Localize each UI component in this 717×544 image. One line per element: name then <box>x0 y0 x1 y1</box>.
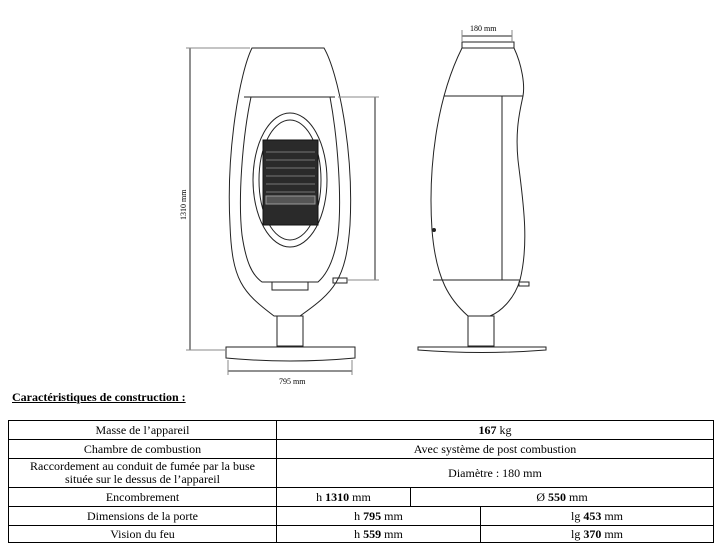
side-base <box>418 347 546 353</box>
spec-label: Masse de l’appareil <box>9 421 277 440</box>
spec-label: Dimensions de la porte <box>9 507 277 526</box>
table-row <box>9 459 714 488</box>
front-pedestal <box>277 316 303 346</box>
side-body-outline <box>431 48 525 316</box>
spec-label: Chambre de combustion <box>9 440 277 459</box>
spec-value-width: lg 453 mm <box>481 507 714 526</box>
table-row <box>9 421 714 440</box>
spec-value-width: lg 370 mm <box>481 526 714 543</box>
table-row <box>9 440 714 459</box>
spec-value-diameter: Ø 550 mm <box>411 488 714 507</box>
spec-table <box>8 420 714 543</box>
spec-value: Diamètre : 180 mm <box>277 459 714 488</box>
spec-value: 167 kg <box>277 421 714 440</box>
dim-height-label: 1310 mm <box>179 189 188 220</box>
spec-value-height: h 795 mm <box>277 507 481 526</box>
front-base <box>226 347 355 361</box>
dim-base-label: 795 mm <box>279 377 306 386</box>
spec-value-height: h 1310 mm <box>277 488 411 507</box>
front-view <box>186 48 379 375</box>
side-view <box>418 30 546 353</box>
spec-label: Vision du feu <box>9 526 277 543</box>
section-title: Caractéristiques de construction : <box>12 390 186 404</box>
front-firebox <box>263 140 318 225</box>
table-row <box>9 488 714 507</box>
spec-label: Raccordement au conduit de fumée par la buse située sur le dessus de l’appareil <box>9 459 277 488</box>
side-flue <box>462 42 514 48</box>
spec-label: Encombrement <box>9 488 277 507</box>
spec-value: Avec système de post combustion <box>277 440 714 459</box>
side-pedestal <box>468 316 494 346</box>
table-row <box>9 526 714 543</box>
table-row <box>9 507 714 526</box>
dim-top-label: 180 mm <box>470 24 497 33</box>
spec-value-height: h 559 mm <box>277 526 481 543</box>
